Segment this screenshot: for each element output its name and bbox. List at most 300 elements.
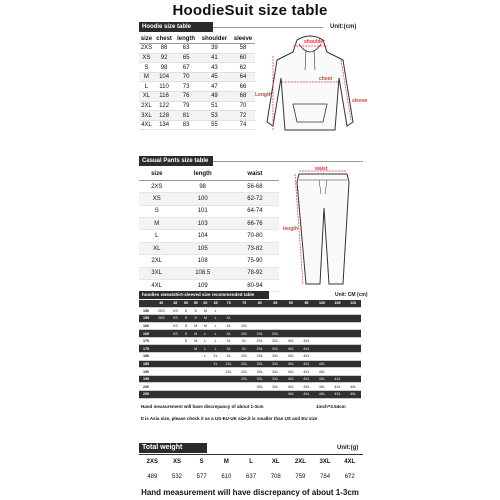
column-header: size (139, 168, 175, 180)
weight-size: XL (271, 459, 280, 465)
size-cell: 3XL (268, 353, 284, 361)
weight-header: 105 (330, 300, 346, 307)
size-cell (268, 322, 284, 330)
size-cell: L (210, 315, 221, 323)
size-cell (283, 315, 299, 323)
size-cell: M (201, 307, 211, 315)
size-cell (330, 345, 346, 353)
size-cell (268, 315, 284, 323)
size-cell: 4XL (330, 391, 346, 399)
size-cell (330, 353, 346, 361)
size-cell (252, 322, 268, 330)
size-cell (221, 375, 237, 383)
size-cell (153, 360, 170, 368)
table-cell: 108.5 (175, 267, 231, 279)
table-cell: 64-74 (231, 205, 279, 217)
size-cell: 4XL (314, 383, 330, 391)
sleeve-label: sleeve (352, 98, 368, 104)
table-row (139, 255, 279, 267)
size-cell: 4XL (314, 391, 330, 399)
weight-value: 489 (147, 474, 158, 480)
size-cell (314, 353, 330, 361)
size-cell (330, 368, 346, 376)
size-cell (345, 353, 361, 361)
size-cell: XL (221, 345, 237, 353)
table-row (139, 218, 279, 230)
table-cell: 66-76 (231, 218, 279, 230)
weight-header: 60 (201, 300, 211, 307)
size-cell (170, 391, 182, 399)
size-cell (191, 375, 201, 383)
weight-header: 110 (345, 300, 361, 307)
size-cell (181, 391, 191, 399)
size-cell: 2XL (236, 353, 252, 361)
table-row (139, 120, 255, 130)
size-cell (170, 345, 182, 353)
table-cell: L (139, 230, 175, 242)
weight-size: 3XL (319, 459, 331, 465)
size-cell: L (201, 330, 211, 338)
table-cell: 98 (175, 180, 231, 192)
height-cell: 205 (139, 391, 153, 399)
table-row (139, 368, 361, 376)
size-cell: 4XL (299, 368, 315, 376)
size-cell: 4XL (345, 383, 361, 391)
size-cell: 4XL (299, 391, 315, 399)
height-cell: 185 (139, 360, 153, 368)
table-cell: 104 (154, 72, 175, 82)
size-cell (299, 307, 315, 315)
table-cell: 63 (174, 44, 198, 54)
column-header: sleeve (231, 34, 255, 44)
size-cell (191, 360, 201, 368)
size-cell: 4XL (283, 375, 299, 383)
table-cell: 122 (154, 101, 175, 111)
table-row (139, 315, 361, 323)
size-cell (170, 337, 182, 345)
weight-size: S (199, 459, 204, 465)
size-cell (330, 307, 346, 315)
size-cell (181, 360, 191, 368)
table-row (139, 230, 279, 242)
table-cell: 47 (198, 82, 231, 92)
size-cell: XL (236, 337, 252, 345)
table-cell: 134 (154, 120, 175, 130)
size-cell (299, 330, 315, 338)
size-cell: 4XL (299, 360, 315, 368)
weight-header: 80 (252, 300, 268, 307)
measurement-note: Hand measurement will have discrepancy of about 1-3cm (141, 404, 264, 409)
pants-section-heading: Casual Pants size table (139, 156, 213, 166)
weight-size: 2XS (146, 459, 158, 465)
table-cell: 2XS (139, 180, 175, 192)
table-row (139, 44, 255, 54)
table-cell: 100 (175, 193, 231, 205)
size-cell: 3XL (268, 330, 284, 338)
table-row (139, 375, 361, 383)
size-cell: M (191, 322, 201, 330)
size-cell: S (191, 307, 201, 315)
size-cell (283, 330, 299, 338)
height-cell: 200 (139, 383, 153, 391)
size-cell: 3XL (252, 375, 268, 383)
size-cell (345, 337, 361, 345)
size-cell (181, 383, 191, 391)
weight-section-heading: Total weight (139, 443, 207, 453)
height-cell: 155 (139, 315, 153, 323)
table-cell: 101 (175, 205, 231, 217)
size-cell: 4XL (283, 368, 299, 376)
size-cell (314, 322, 330, 330)
table-row (139, 267, 279, 279)
size-cell (283, 307, 299, 315)
size-cell: XL (210, 353, 221, 361)
waist-label: waist (315, 166, 328, 172)
size-cell: 4XL (330, 375, 346, 383)
table-cell: 55 (198, 120, 231, 130)
size-cell: 2XL (236, 330, 252, 338)
size-cell: XL (210, 360, 221, 368)
table-cell: 103 (175, 218, 231, 230)
table-cell: 65 (174, 53, 198, 63)
size-cell: 4XL (314, 360, 330, 368)
size-cell: 2XL (236, 368, 252, 376)
size-cell: 4XL (345, 391, 361, 399)
size-cell: 3XL (268, 360, 284, 368)
table-cell: 2XL (139, 255, 175, 267)
column-header: length (175, 168, 231, 180)
size-cell (153, 322, 170, 330)
size-cell (153, 353, 170, 361)
recommend-heading: hoodies sweatshirt-sleeved size recommended table (139, 291, 269, 299)
hoodie-diagram (255, 30, 368, 150)
size-cell (191, 391, 201, 399)
size-cell (221, 391, 237, 399)
size-cell: M (191, 330, 201, 338)
size-recommend-table (139, 300, 361, 399)
size-cell: 4XL (314, 368, 330, 376)
size-cell (170, 375, 182, 383)
table-row (139, 92, 255, 102)
size-cell (201, 391, 211, 399)
corner-cell (139, 300, 153, 307)
size-cell (153, 368, 170, 376)
weight-value: 708 (270, 474, 281, 480)
weight-value: 637 (246, 474, 257, 480)
size-cell: L (201, 353, 211, 361)
size-cell: XS (170, 322, 182, 330)
size-cell (210, 375, 221, 383)
table-cell: 49 (198, 92, 231, 102)
size-cell: XS (170, 315, 182, 323)
table-cell: 83 (174, 120, 198, 130)
size-cell: S (181, 322, 191, 330)
size-cell (210, 391, 221, 399)
column-header: size (139, 34, 154, 44)
height-cell: 180 (139, 353, 153, 361)
size-cell (345, 330, 361, 338)
size-cell (314, 337, 330, 345)
size-cell (330, 360, 346, 368)
size-cell: 4XL (283, 353, 299, 361)
size-cell: XL (221, 337, 237, 345)
size-cell (181, 353, 191, 361)
table-row (139, 337, 361, 345)
table-row (139, 205, 279, 217)
size-cell: L (210, 345, 221, 353)
table-cell: 108 (175, 255, 231, 267)
weight-value: 577 (196, 474, 207, 480)
size-cell: M (201, 315, 211, 323)
size-cell (181, 375, 191, 383)
column-header: shoulder (198, 34, 231, 44)
size-cell: M (201, 322, 211, 330)
size-cell (345, 322, 361, 330)
table-cell: 45 (198, 72, 231, 82)
table-cell: 64 (231, 72, 255, 82)
size-cell (153, 391, 170, 399)
table-row (139, 242, 279, 254)
size-cell (299, 315, 315, 323)
size-cell: 2XL (236, 360, 252, 368)
table-row (139, 345, 361, 353)
weight-size: M (223, 459, 229, 465)
table-cell: 51 (198, 101, 231, 111)
size-cell (236, 391, 252, 399)
size-cell (252, 307, 268, 315)
size-cell (153, 375, 170, 383)
size-cell: L (210, 330, 221, 338)
hoodie-section-heading: Hoodie size table (139, 22, 213, 32)
table-cell: 3XL (139, 111, 154, 121)
weight-size: XS (173, 459, 182, 465)
size-cell (170, 368, 182, 376)
table-cell: XL (139, 92, 154, 102)
table-cell: 66 (231, 82, 255, 92)
size-cell (330, 330, 346, 338)
size-cell (181, 368, 191, 376)
size-cell (181, 345, 191, 353)
table-cell: XS (139, 193, 175, 205)
size-cell: 4XL (299, 353, 315, 361)
divider (139, 454, 363, 455)
size-cell (153, 383, 170, 391)
table-cell: 73 (174, 82, 198, 92)
column-header: chest (154, 34, 175, 44)
table-cell: 56-68 (231, 180, 279, 192)
size-cell: XL (221, 330, 237, 338)
weight-header: 100 (314, 300, 330, 307)
hoodie-unit-label: Unit:(cm) (330, 24, 357, 30)
height-cell: 170 (139, 337, 153, 345)
table-cell: 62-72 (231, 193, 279, 205)
table-row (139, 307, 361, 315)
size-cell: 4XL (299, 337, 315, 345)
size-cell (221, 383, 237, 391)
pants-size-table (139, 168, 279, 292)
table-row (139, 53, 255, 63)
table-cell: L (139, 82, 154, 92)
size-cell: 3XL (252, 383, 268, 391)
size-cell (314, 315, 330, 323)
size-cell (153, 345, 170, 353)
height-cell: 195 (139, 375, 153, 383)
size-cell (345, 307, 361, 315)
size-cell (201, 360, 211, 368)
table-cell: 70 (231, 101, 255, 111)
size-cell: L (210, 322, 221, 330)
table-cell: 68 (231, 92, 255, 102)
table-cell: 4XL (139, 120, 154, 130)
size-cell: L (201, 337, 211, 345)
table-row (139, 360, 361, 368)
size-cell (314, 330, 330, 338)
height-cell: 160 (139, 322, 153, 330)
size-cell: 3XL (252, 360, 268, 368)
table-row (139, 383, 361, 391)
hoodie-size-table (139, 34, 255, 130)
size-cell (210, 368, 221, 376)
size-cell: M (191, 337, 201, 345)
table-cell: S (139, 63, 154, 73)
size-cell (345, 360, 361, 368)
size-cell (252, 391, 268, 399)
weight-header: 95 (299, 300, 315, 307)
size-cell (345, 345, 361, 353)
inch-conversion-note: 1inch=2.54cm (316, 404, 346, 409)
size-cell (170, 383, 182, 391)
size-cell (191, 368, 201, 376)
pants-length-label: length (283, 226, 298, 232)
size-cell: XL (236, 345, 252, 353)
table-row (139, 72, 255, 82)
size-cell: XL (221, 322, 237, 330)
table-row (139, 111, 255, 121)
column-header: waist (231, 168, 279, 180)
size-cell: 2XL (252, 330, 268, 338)
size-cell (283, 322, 299, 330)
size-cell: XL (221, 315, 237, 323)
size-cell: M (191, 345, 201, 353)
size-cell (345, 375, 361, 383)
size-cell: 3XL (268, 368, 284, 376)
size-cell (191, 383, 201, 391)
pants-diagram (285, 168, 365, 288)
height-cell: 150 (139, 307, 153, 315)
table-cell: 62 (231, 63, 255, 73)
size-cell (153, 337, 170, 345)
table-cell: 79 (174, 101, 198, 111)
size-cell: 2XL (252, 353, 268, 361)
size-cell (201, 383, 211, 391)
table-cell: 39 (198, 44, 231, 54)
size-cell: 4XL (314, 375, 330, 383)
table-cell: 2XL (139, 101, 154, 111)
recommend-unit-label: Unit: CM (cm) (335, 292, 368, 298)
weight-size: 2XL (294, 459, 306, 465)
size-cell (153, 330, 170, 338)
chest-label: chest (319, 76, 333, 82)
size-cell (330, 315, 346, 323)
table-cell: 86 (154, 44, 175, 54)
table-cell: 105 (175, 242, 231, 254)
table-cell: 53 (198, 111, 231, 121)
table-row (139, 330, 361, 338)
weight-header: 50 (181, 300, 191, 307)
weight-header: 45 (170, 300, 182, 307)
size-cell (345, 368, 361, 376)
weight-size: L (249, 459, 253, 465)
table-cell: 43 (198, 63, 231, 73)
table-cell: M (139, 72, 154, 82)
table-cell: 80-94 (231, 280, 279, 292)
table-cell: 72 (231, 111, 255, 121)
size-cell (299, 322, 315, 330)
size-cell: S (181, 315, 191, 323)
size-cell: S (181, 307, 191, 315)
table-cell: M (139, 218, 175, 230)
size-cell (170, 360, 182, 368)
size-cell: 4XL (299, 345, 315, 353)
height-cell: 175 (139, 345, 153, 353)
shoulder-label: shoulder (304, 39, 326, 45)
page-title: HoodieSuit size table (172, 2, 328, 19)
table-cell: 110 (154, 82, 175, 92)
size-cell: 2XL (236, 375, 252, 383)
size-cell: 2XS (153, 315, 170, 323)
table-cell: 76 (174, 92, 198, 102)
table-row (139, 391, 361, 399)
table-cell: 70 (174, 72, 198, 82)
weight-header: 70 (221, 300, 237, 307)
size-cell: L (201, 345, 211, 353)
size-cell (330, 337, 346, 345)
weight-size-row (140, 459, 362, 465)
size-cell (236, 383, 252, 391)
height-cell: 165 (139, 330, 153, 338)
asia-size-note: It is Asia size, please check it as a US-EU-UK size,it is smaller than US and EU size (141, 416, 318, 421)
size-cell: 2XL (221, 368, 237, 376)
size-cell: 4XL (283, 360, 299, 368)
size-cell (330, 322, 346, 330)
weight-value-row (140, 474, 362, 480)
size-cell: L (210, 337, 221, 345)
table-cell: 128 (154, 111, 175, 121)
size-cell: 3XL (268, 345, 284, 353)
size-cell: S (181, 330, 191, 338)
table-cell: 70-80 (231, 230, 279, 242)
size-cell (170, 353, 182, 361)
weight-value: 784 (320, 474, 331, 480)
size-cell: L (210, 307, 221, 315)
size-cell (191, 353, 201, 361)
weight-value: 610 (221, 474, 232, 480)
size-cell: 4XL (283, 383, 299, 391)
weight-size: 4XL (344, 459, 356, 465)
size-cell: 4XL (283, 391, 299, 399)
weight-header: 40 (153, 300, 170, 307)
weight-header: 85 (268, 300, 284, 307)
size-cell: 4XL (299, 375, 315, 383)
size-cell (210, 383, 221, 391)
length-label: Length (255, 92, 272, 98)
size-cell (236, 307, 252, 315)
weight-value: 532 (172, 474, 183, 480)
table-cell: 81 (174, 111, 198, 121)
size-cell (345, 315, 361, 323)
size-cell: 3XL (268, 383, 284, 391)
size-cell (221, 307, 237, 315)
